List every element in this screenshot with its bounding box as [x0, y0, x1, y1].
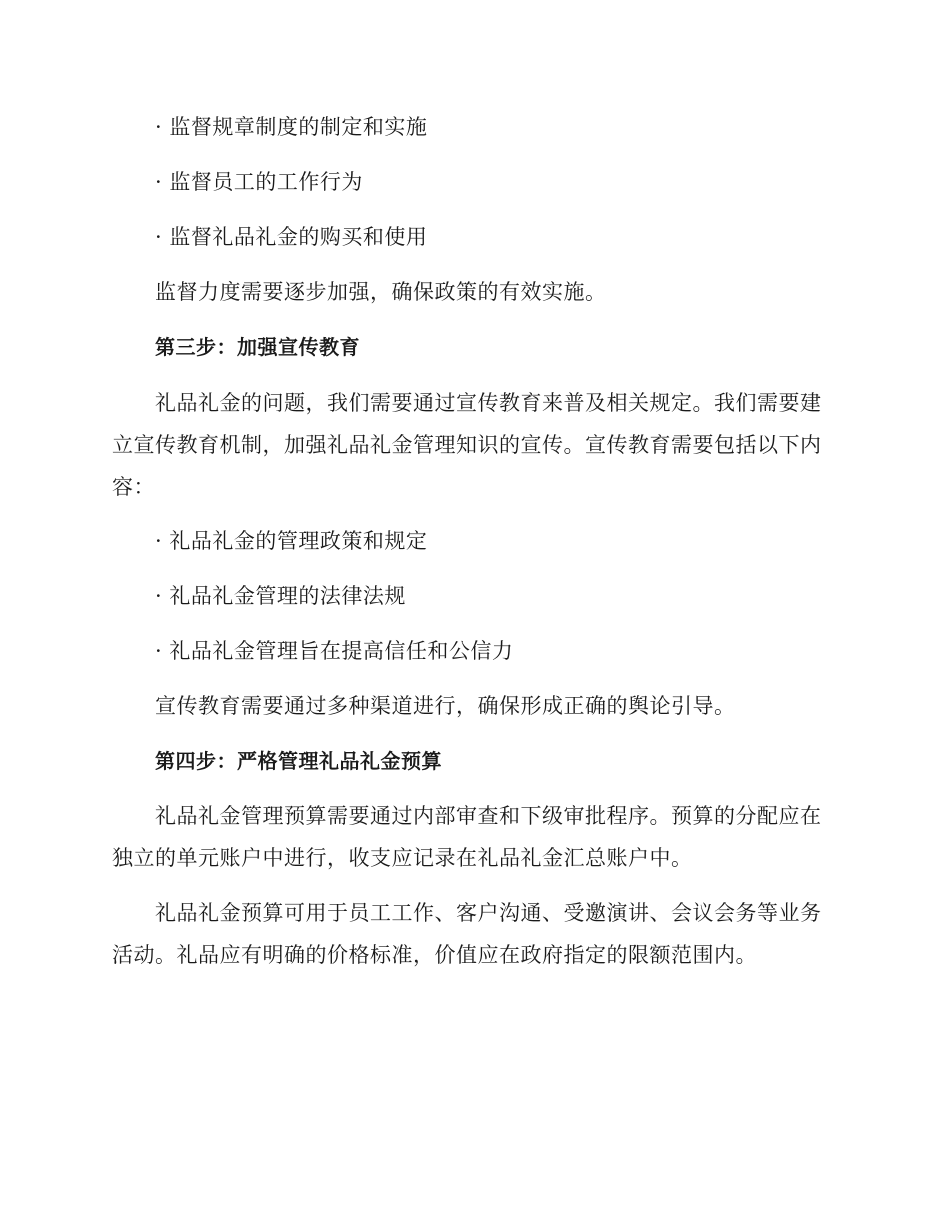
bullet-item: · 监督规章制度的制定和实施 [155, 115, 428, 139]
paragraph-step3-line: 容： [112, 475, 155, 499]
bullet-item: · 礼品礼金管理旨在提高信任和公信力 [155, 639, 514, 663]
paragraph-budget1-line: 独立的单元账户中进行，收支应记录在礼品礼金汇总账户中。 [112, 846, 693, 870]
bullet-item: · 礼品礼金管理的法律法规 [155, 584, 406, 608]
paragraph-budget2-line: 礼品礼金预算可用于员工工作、客户沟通、受邀演讲、会议会务等业务 [155, 901, 822, 925]
paragraph-budget1-line: 礼品礼金管理预算需要通过内部审查和下级审批程序。预算的分配应在 [155, 804, 822, 828]
paragraph-step3-line: 礼品礼金的问题，我们需要通过宣传教育来普及相关规定。我们需要建 [155, 391, 822, 415]
paragraph-education: 宣传教育需要通过多种渠道进行，确保形成正确的舆论引导。 [155, 694, 736, 718]
bullet-item: · 监督礼品礼金的购买和使用 [155, 225, 428, 249]
paragraph-supervision: 监督力度需要逐步加强，确保政策的有效实施。 [155, 280, 607, 304]
section-heading-step4: 第四步：严格管理礼品礼金预算 [155, 749, 442, 773]
section-heading-step3: 第三步：加强宣传教育 [155, 335, 360, 359]
paragraph-step3-line: 立宣传教育机制，加强礼品礼金管理知识的宣传。宣传教育需要包括以下内 [112, 433, 822, 457]
paragraph-budget2-line: 活动。礼品应有明确的价格标准，价值应在政府指定的限额范围内。 [112, 943, 757, 967]
bullet-item: · 礼品礼金的管理政策和规定 [155, 529, 428, 553]
bullet-item: · 监督员工的工作行为 [155, 170, 363, 194]
